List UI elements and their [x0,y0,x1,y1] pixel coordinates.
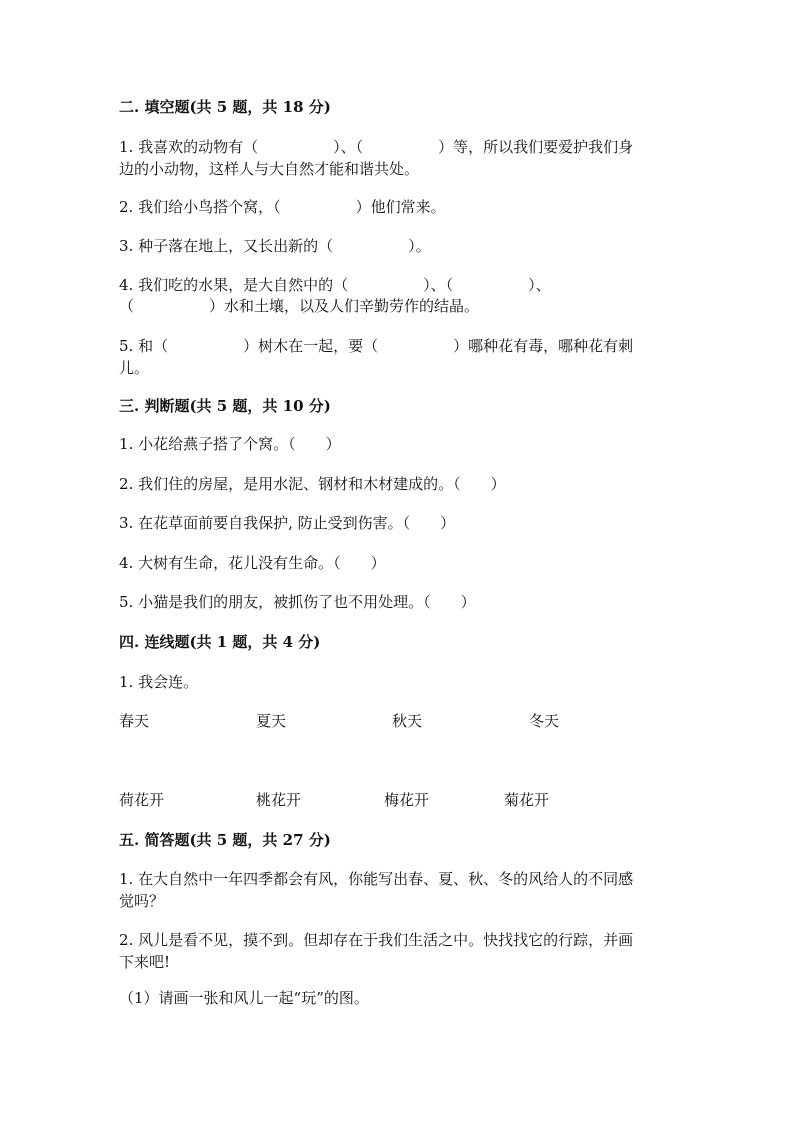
judge-q3: 3. 在花草面前要自我保护, 防止受到伤害。（ ） [119,514,456,532]
short-q1-line1: 1. 在大自然中一年四季都会有风，你能写出春、夏、秋、冬的风给人的不同感 [119,870,634,888]
fill-q4-line2: （ ）水和土壤，以及人们辛勤劳作的结晶。 [119,297,480,315]
season-autumn: 秋天 [392,712,423,730]
fill-q1-line1: 1. 我喜欢的动物有（ ）、（ ）等，所以我们要爱护我们身 [119,138,634,156]
section5-heading: 五. 简答题(共 5 题，共 27 分) [119,831,331,849]
season-winter: 冬天 [529,712,560,730]
judge-q4: 4. 大树有生命，花儿没有生命。（ ） [119,554,386,572]
section2-heading: 二. 填空题(共 5 题，共 18 分) [119,98,331,116]
fill-q1-line2: 边的小动物，这样人与大自然才能和谐共处。 [119,160,420,178]
fill-q5-line1: 5. 和（ ）树木在一起，要（ ）哪种花有毒，哪种花有刺 [119,337,634,355]
season-summer: 夏天 [256,712,287,730]
fill-q2: 2. 我们给小鸟搭个窝，（ ）他们常来。 [119,198,446,216]
section4-heading: 四. 连线题(共 1 题，共 4 分) [119,633,321,651]
short-q1-line2: 觉吗？ [119,892,165,910]
fill-q3: 3. 种子落在地上，又长出新的（ ）。 [119,237,431,255]
flower-plum: 梅花开 [384,791,430,809]
flower-peach: 桃花开 [256,791,302,809]
fill-q5-line2: 儿。 [119,359,150,377]
flower-chrysanthemum: 菊花开 [504,791,550,809]
match-q1: 1. 我会连。 [119,673,199,691]
fill-q4-line1: 4. 我们吃的水果，是大自然中的（ ）、（ ）、 [119,276,551,294]
short-q2-sub1: （1）请画一张和风儿一起“玩”的图。 [119,989,369,1007]
short-q2-line2: 下来吧! [119,953,171,971]
flower-lotus: 荷花开 [119,791,165,809]
judge-q5: 5. 小猫是我们的朋友，被抓伤了也不用处理。（ ） [119,593,476,611]
short-q2-line1: 2. 风儿是看不见，摸不到。但却存在于我们生活之中。快找找它的行踪，并画 [119,931,634,949]
season-spring: 春天 [119,712,150,730]
section3-heading: 三. 判断题(共 5 题，共 10 分) [119,397,331,415]
judge-q2: 2. 我们住的房屋，是用水泥、钢材和木材建成的。（ ） [119,475,506,493]
judge-q1: 1. 小花给燕子搭了个窝。（ ） [119,435,341,453]
